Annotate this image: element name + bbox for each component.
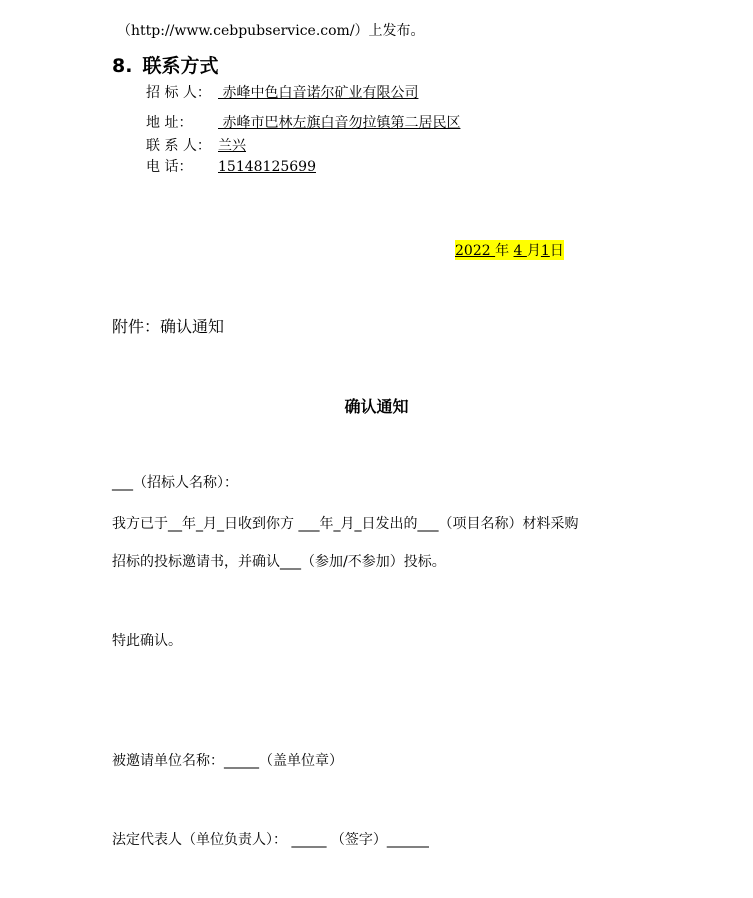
contact-person — [146, 135, 246, 155]
contact-label: 电 话： — [146, 159, 193, 175]
salutation: ___（招标人名称）： — [112, 475, 238, 491]
contact-value: 赤峰市巴林左旗白音勿拉镇第二居民区 — [218, 115, 461, 131]
notice-title: 确认通知 — [344, 397, 409, 416]
contact-label: 招 标 人： — [146, 85, 211, 101]
contact-address — [146, 112, 460, 132]
confirmation-text: 特此确认。 — [112, 633, 182, 649]
date-month-unit: 月 — [526, 243, 541, 259]
date-day-unit: 日 — [549, 243, 564, 259]
section-number: 8. — [112, 55, 133, 77]
section-title: 联系方式 — [142, 55, 219, 77]
contact-tenderer — [146, 82, 418, 102]
document-date — [455, 240, 564, 260]
section-heading — [112, 51, 218, 78]
publication-url-line: （http://www.cebpubservice.com/）上发布。 — [117, 23, 425, 39]
paragraph-line-2: 招标的投标邀请书，并确认___（参加/不参加）投标。 — [112, 554, 446, 570]
contact-value: 赤峰中色白音诺尔矿业有限公司 — [218, 85, 419, 101]
date-month: 4 — [513, 243, 527, 259]
attachment-heading: 附件：确认通知 — [112, 317, 225, 336]
contact-label: 联 系 人： — [146, 138, 211, 154]
date-year-unit: 年 — [495, 243, 514, 259]
legal-representative-line: 法定代表人（单位负责人）： _____ （签字）______ — [112, 832, 429, 848]
contact-value: 兰兴 — [218, 138, 246, 154]
date-year: 2022 — [455, 243, 496, 259]
invitee-name-line: 被邀请单位名称：_____（盖单位章） — [112, 753, 343, 769]
contact-label: 地 址： — [146, 115, 193, 131]
contact-value: 15148125699 — [218, 159, 316, 175]
date-day: 1 — [540, 243, 550, 259]
contact-phone — [146, 156, 316, 176]
paragraph-line-1: 我方已于__年_月_日收到你方 ___年_月_日发出的___（项目名称）材料采购 — [112, 516, 579, 532]
